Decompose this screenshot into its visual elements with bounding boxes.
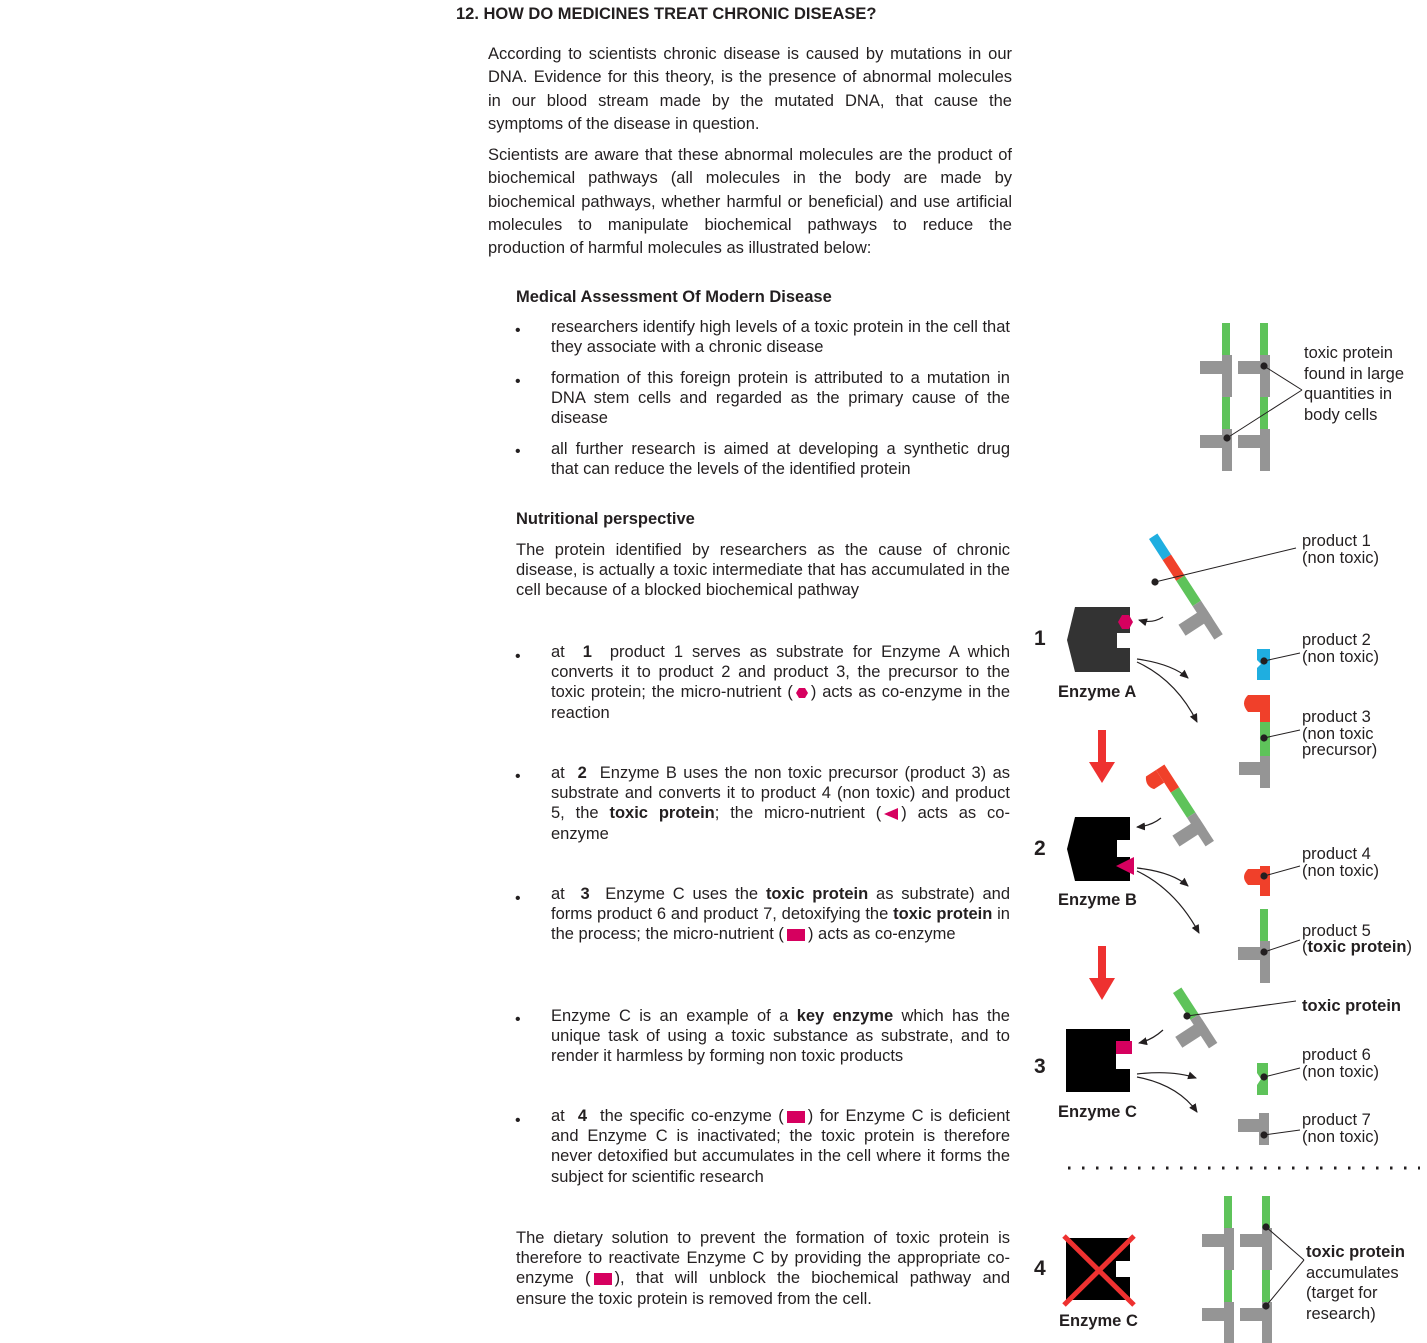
nutritional-bullet-step-2: at 2 Enzyme B uses the non toxic precursor (product 3) as substrate and converts it to product 4 (non toxic) and product 5, the toxic protein; the micro-nutrient ( ) acts as co- enzyme: [551, 764, 1010, 843]
arrow-to-product-2: [1137, 659, 1188, 678]
product-3-molecule: [1239, 695, 1270, 788]
product-2-label: product 2: [1302, 631, 1371, 649]
enzyme-c-shape: [1066, 1029, 1130, 1092]
product-3-sub-1: (non toxic: [1302, 725, 1374, 743]
bullet-dot: •: [515, 768, 521, 785]
product-4-molecule: [1244, 866, 1270, 896]
enzyme-a-label: Enzyme A: [1058, 683, 1137, 701]
bullet-dot: •: [515, 322, 521, 339]
toxic-protein-cluster-bottom: [1202, 1196, 1304, 1343]
enzyme-b-shape: [1067, 817, 1130, 881]
bullet-dot: •: [515, 373, 521, 390]
toxic-protein-substrate-molecule: [1155, 988, 1218, 1061]
nutritional-title: Nutritional perspective: [516, 510, 695, 528]
medical-bullet-1: researchers identify high levels of a toxic protein in the cell that they associate with a chronic disease: [551, 318, 1010, 357]
bottom-label-line-3: (target for: [1306, 1284, 1378, 1302]
pathway-arrow-1: [1098, 730, 1106, 764]
step-number-3: 3: [1034, 1055, 1046, 1078]
product-1-molecule: [1131, 534, 1223, 652]
step-number-1: 1: [1034, 627, 1046, 650]
top-label-line-3: quantities in: [1304, 385, 1393, 403]
nutritional-bullet-step-3: at 3 Enzyme C uses the toxic protein as substrate) and forms product 6 and product 7, detoxifying the toxic protein in the process; the micro-nutrient ( ) acts as co-enzyme: [551, 885, 1011, 944]
product-6-label: product 6: [1302, 1046, 1371, 1064]
intro-paragraph-1: According to scientists chronic disease is caused by mutations in our DNA. Evidence for this theory, is the presence of abnormal molecules in our blood stream made by the mutated DNA, that cause the symptoms of the disease in question.: [488, 45, 1012, 133]
inactive-enzyme-c-label: Enzyme C: [1059, 1312, 1138, 1330]
product-5-molecule: [1238, 909, 1270, 983]
bullet-dot: •: [515, 1112, 521, 1129]
arrow-to-enzyme-a: [1139, 617, 1163, 621]
intro-paragraph-2: Scientists are aware that these abnormal molecules are the product of biochemical pathways (all molecules in the body are made by biochemical pathways, whether harmful or beneficial) and use artificial molecules to manipulate biochemical pathways to reduce the production of harmful molecules as illustrated below:: [488, 146, 1012, 258]
toxic-protein-label: toxic protein: [1302, 997, 1402, 1015]
arrow-to-enzyme-b: [1137, 818, 1161, 827]
nutritional-bullet-step-1: at 1 product 1 serves as substrate for Enzyme A which converts it to product 2 and product 3, the precursor to the toxic protein; the micro-nutrient ( ) acts as co-enzyme in the reaction: [551, 643, 1011, 722]
product-7-molecule: [1238, 1113, 1269, 1145]
product-2-sub: (non toxic): [1302, 648, 1380, 666]
bottom-label-line-1: toxic protein: [1306, 1243, 1406, 1261]
pathway-arrow-2: [1098, 946, 1106, 980]
product-7-sub: (non toxic): [1302, 1128, 1380, 1146]
step-number-2: 2: [1034, 837, 1046, 860]
product-6-sub: (non toxic): [1302, 1063, 1380, 1081]
nutritional-bullet-key-enzyme: Enzyme C is an example of a key enzyme which has the unique task of using a toxic substance as substrate, and to render it harmless by forming non toxic products: [551, 1007, 1010, 1066]
bullet-dot: •: [515, 890, 521, 907]
enzyme-a-shape: [1067, 607, 1130, 672]
product-4-label: product 4: [1302, 845, 1371, 863]
product-5-sub: (toxic protein): [1302, 938, 1413, 956]
enzyme-c-label: Enzyme C: [1058, 1103, 1137, 1121]
top-label-line-1: toxic protein: [1304, 344, 1393, 362]
product-7-label: product 7: [1302, 1111, 1371, 1129]
bottom-label-line-4: research): [1306, 1305, 1376, 1323]
top-label-line-4: body cells: [1304, 406, 1378, 424]
page-title: 12. HOW DO MEDICINES TREAT CHRONIC DISEASE?: [456, 5, 877, 23]
arrow-to-product-4: [1137, 868, 1188, 886]
bullet-dot: •: [515, 443, 521, 460]
arrow-to-enzyme-c: [1139, 1030, 1163, 1043]
product-3-substrate-molecule: [1138, 765, 1214, 859]
bottom-label-line-2: accumulates: [1306, 1264, 1399, 1282]
arrow-to-product-3: [1137, 662, 1197, 722]
step-number-4: 4: [1034, 1257, 1046, 1280]
arrow-to-product-5: [1137, 871, 1199, 933]
nutritional-bullet-step-4: at 4 the specific co-enzyme ( ) for Enzyme C is deficient and Enzyme C is inactivated; the toxic protein is therefore never detoxified but accumulates in the cell where it forms the subject for scientific research: [551, 1107, 1011, 1186]
bullet-dot: •: [515, 1011, 521, 1028]
bullet-dot: •: [515, 648, 521, 665]
product-1-sub: (non toxic): [1302, 549, 1380, 567]
product-3-label: product 3: [1302, 708, 1371, 726]
top-label-line-2: found in large: [1304, 365, 1404, 383]
product-4-sub: (non toxic): [1302, 862, 1380, 880]
product-1-label: product 1: [1302, 532, 1371, 550]
enzyme-b-label: Enzyme B: [1058, 891, 1137, 909]
product-5-label: product 5: [1302, 922, 1371, 940]
dietary-solution-paragraph: The dietary solution to prevent the formation of toxic protein is therefore to reactivate Enzyme C by providing the appropriate co-enzyme ( ), that will unblock the biochemical pathway and ensure the toxic protein is removed from the cell.: [516, 1229, 1010, 1308]
nutritional-intro: The protein identified by researchers as the cause of chronic disease, is actually a toxic intermediate that has accumulated in the cell because of a blocked biochemical pathway: [516, 541, 1010, 600]
medical-bullet-3: all further research is aimed at developing a synthetic drug that can reduce the levels of the identified protein: [551, 440, 1010, 479]
rectangle-conutrient-icon: [1116, 1041, 1132, 1054]
arrow-to-product-7: [1137, 1077, 1197, 1112]
toxic-protein-cluster-top: [1200, 323, 1302, 471]
medical-bullet-2: formation of this foreign protein is attributed to a mutation in DNA stem cells and regarded as the primary cause of the disease: [551, 369, 1010, 428]
medical-assessment-title: Medical Assessment Of Modern Disease: [516, 288, 832, 306]
product-3-sub-2: precursor): [1302, 741, 1378, 759]
arrow-to-product-6: [1137, 1073, 1196, 1078]
